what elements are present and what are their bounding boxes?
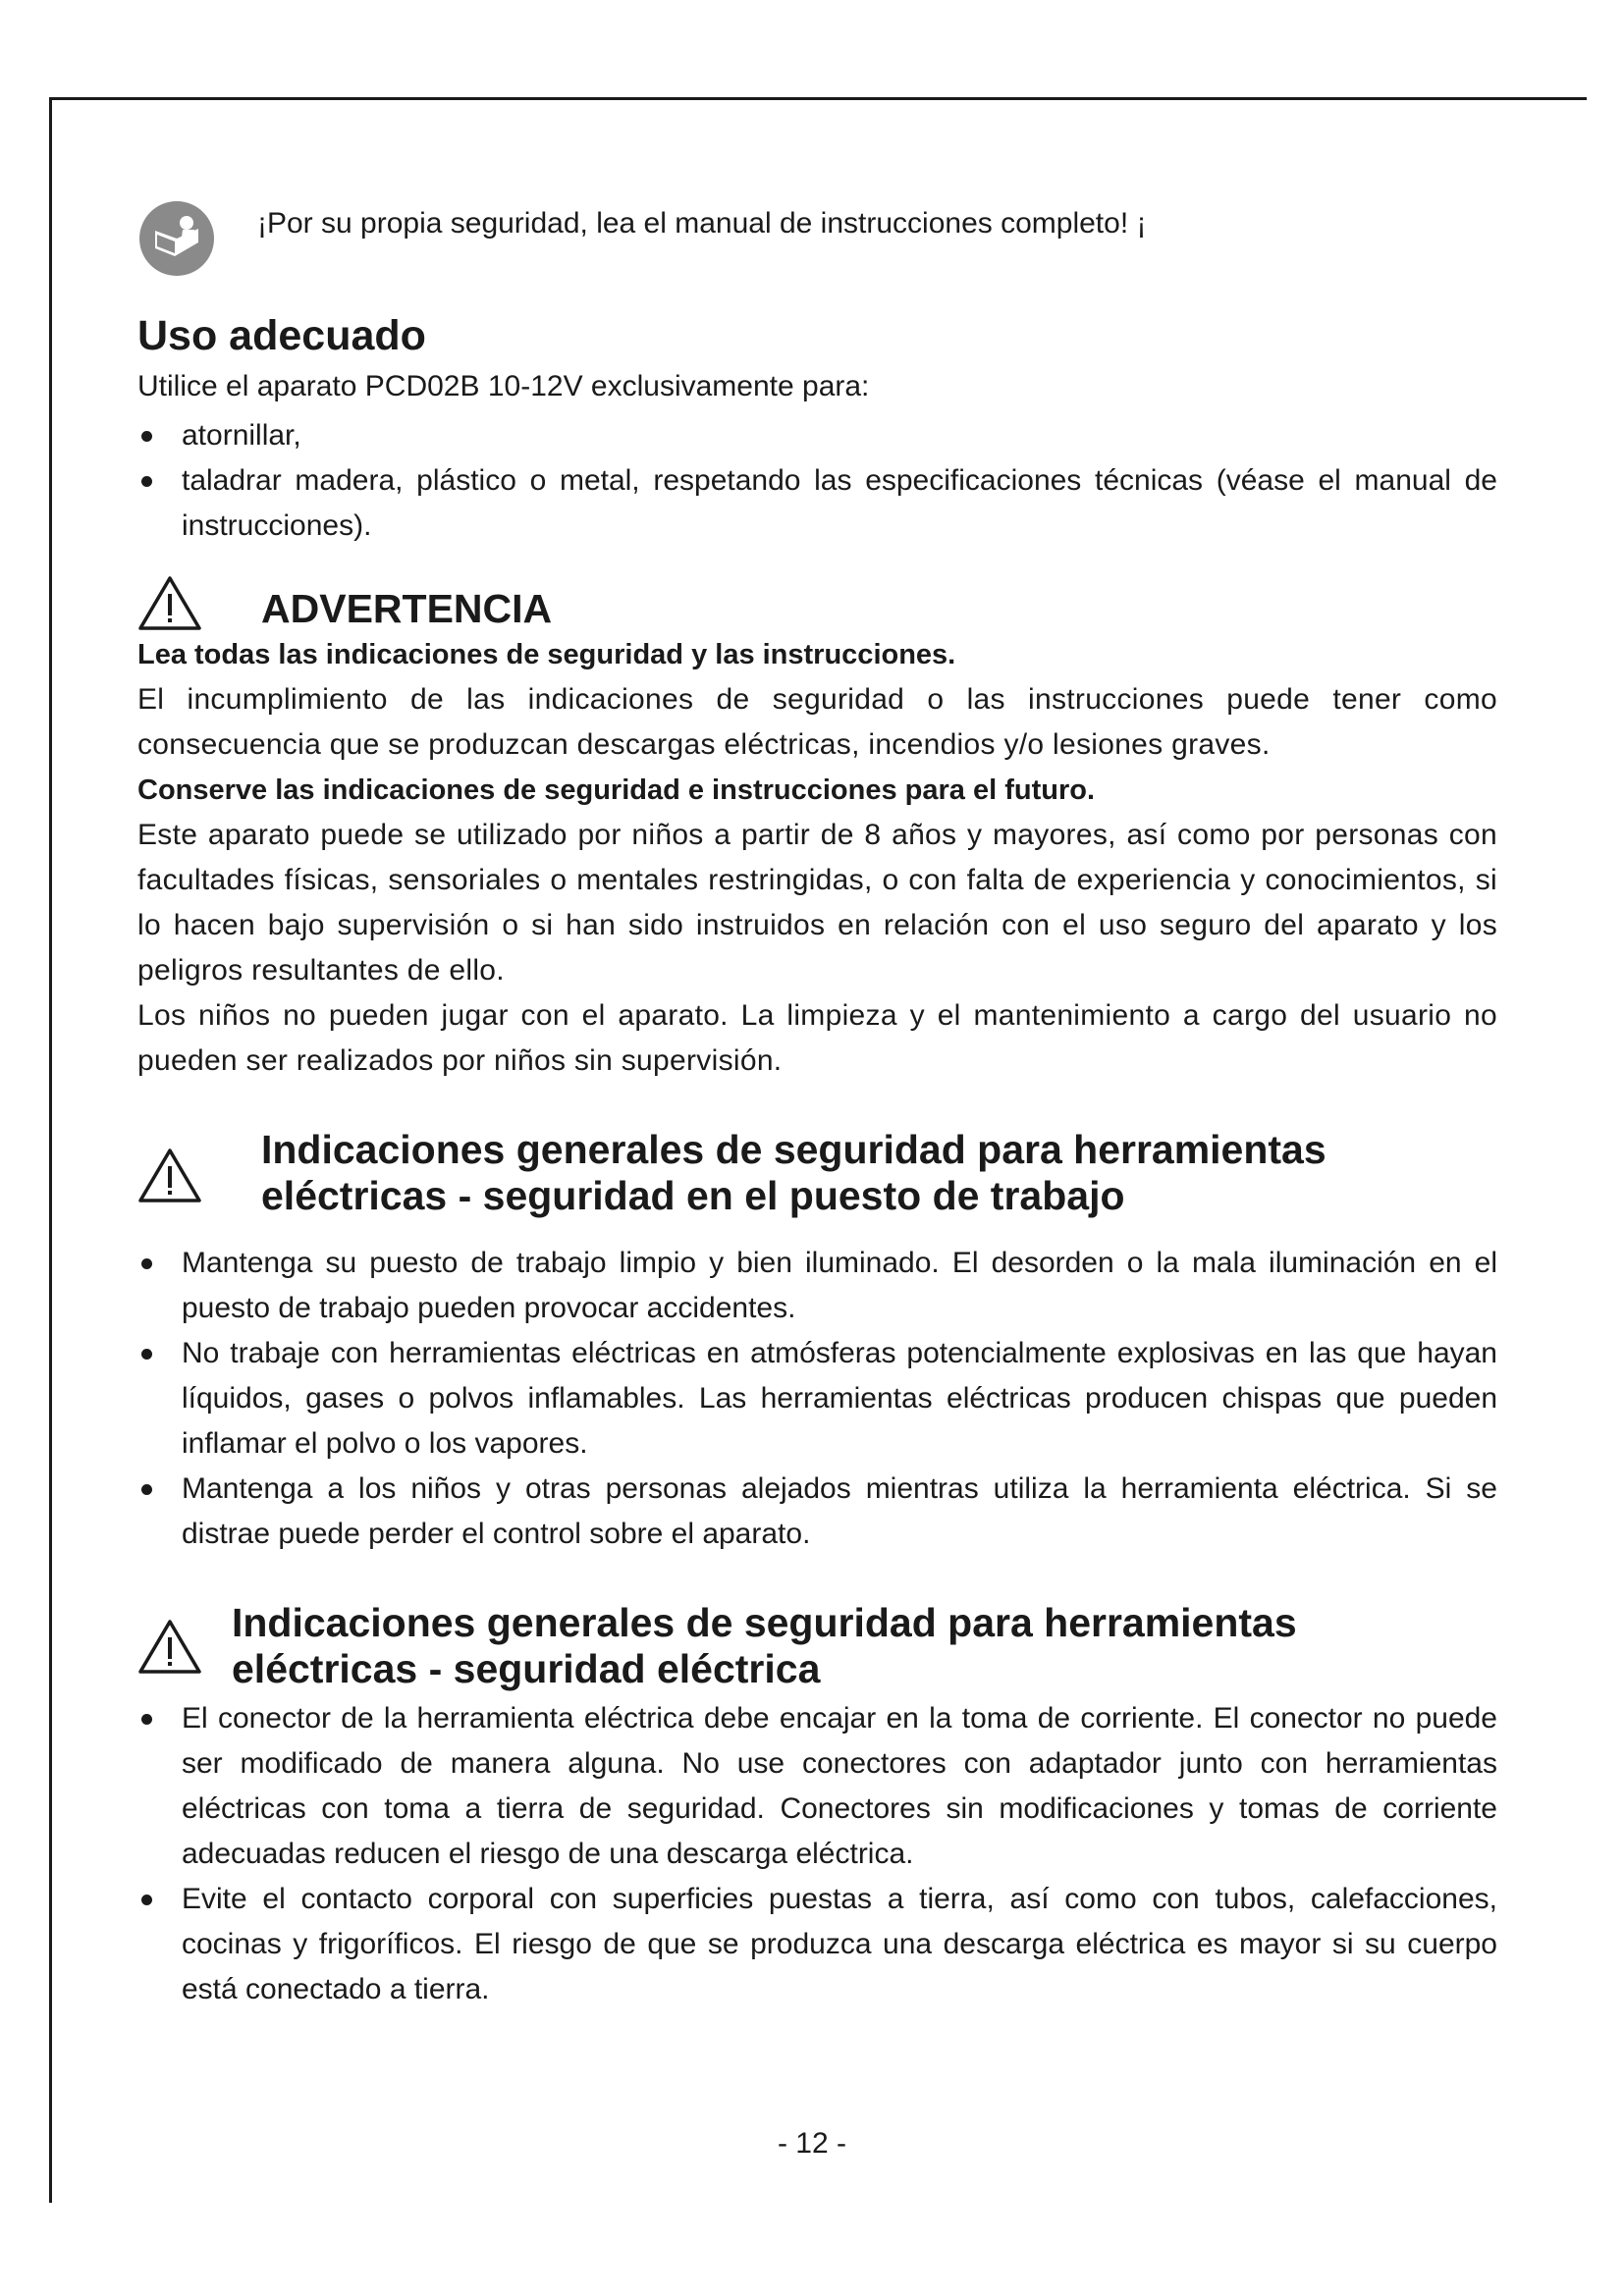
trabajo-header xyxy=(137,1127,1497,1219)
list-item: atornillar, xyxy=(137,413,1497,458)
list-item: No trabaje con herramientas eléctricas en atmósferas potencialmente explosivas en las que hayan líquidos, gases o polvos inflamables. Las herramientas eléctricas producen chispas que pueden inflamar el polvo o los vapores. xyxy=(137,1331,1497,1467)
warning-triangle-icon xyxy=(137,1147,202,1203)
page-frame-left xyxy=(49,97,52,2203)
trabajo-title-line-1: Indicaciones generales de seguridad para herramientas xyxy=(261,1127,1326,1172)
uso-intro: Utilice el aparato PCD02B 10-12V exclusivamente para: xyxy=(137,370,870,402)
warning-triangle-icon xyxy=(137,1618,202,1675)
advertencia-paragraph-2: Este aparato puede se utilizado por niños a partir de 8 años y mayores, así como por personas con facultades físicas, sensoriales o mentales restringidas, o con falta de experiencia y conocimientos, si lo hacen bajo supervisión o si han sido instruidos en relación con el uso seguro del aparato y los peligros resultantes de ello. xyxy=(137,819,1497,987)
trabajo-list xyxy=(137,1241,1497,1557)
electrica-header xyxy=(137,1600,1497,1692)
advertencia-paragraph-1: El incumplimiento de las indicaciones de seguridad o las instrucciones puede tener como consecuencia que se produzcan descargas eléctricas, incendios y/o lesiones graves. xyxy=(137,683,1497,761)
advertencia-bold-1: Lea todas las indicaciones de seguridad y las instrucciones. xyxy=(137,639,956,670)
list-item: taladrar madera, plástico o metal, respetando las especificaciones técnicas (véase el manual de instrucciones). xyxy=(137,458,1497,549)
list-item: El conector de la herramienta eléctrica debe encajar en la toma de corriente. El conector no puede ser modificado de manera alguna. No use conectores con adaptador junto con herramientas eléctricas con toma a tierra de seguridad. Conectores sin modificaciones y tomas de corriente adecuadas reducen el riesgo de una descarga eléctrica. xyxy=(137,1696,1497,1877)
uso-list xyxy=(137,413,1497,549)
advertencia-bold-2: Conserve las indicaciones de seguridad e instrucciones para el futuro. xyxy=(137,774,1096,806)
list-item: Mantenga a los niños y otras personas alejados mientras utiliza la herramienta eléctrica. Si se distrae puede perder el control sobre el aparato. xyxy=(137,1467,1497,1557)
advertencia-paragraph-3: Los niños no pueden jugar con el aparato. La limpieza y el mantenimiento a cargo del usuario no pueden ser realizados por niños sin supervisión. xyxy=(137,999,1497,1077)
page-content xyxy=(137,191,1497,2012)
warning-triangle-icon xyxy=(137,574,202,631)
manual-note-text: ¡Por su propia seguridad, lea el manual de instrucciones completo! ¡ xyxy=(257,207,1147,240)
list-item: Evite el contacto corporal con superficies puestas a tierra, así como con tubos, calefacciones, cocinas y frigoríficos. El riesgo de que se produzca una descarga eléctrica es mayor si su cuerpo está conectado a tierra. xyxy=(137,1877,1497,2012)
page-number: - 12 - xyxy=(777,2127,847,2160)
list-item: Mantenga su puesto de trabajo limpio y bien iluminado. El desorden o la mala iluminación en el puesto de trabajo pueden provocar accidentes. xyxy=(137,1241,1497,1331)
electrica-title xyxy=(232,1600,1297,1692)
electrica-list xyxy=(137,1696,1497,2012)
manual-note xyxy=(137,191,1497,270)
electrica-title-line-2: eléctricas - seguridad eléctrica xyxy=(232,1646,821,1691)
uso-adecuado-heading: Uso adecuado xyxy=(137,312,426,359)
electrica-title-line-1: Indicaciones generales de seguridad para herramientas xyxy=(232,1600,1297,1645)
advertencia-header xyxy=(137,574,1497,632)
trabajo-title xyxy=(261,1127,1326,1219)
trabajo-title-line-2: eléctricas - seguridad en el puesto de trabajo xyxy=(261,1173,1125,1218)
advertencia-title: ADVERTENCIA xyxy=(261,586,553,631)
page-frame-top xyxy=(49,97,1587,100)
read-manual-icon xyxy=(137,199,216,278)
